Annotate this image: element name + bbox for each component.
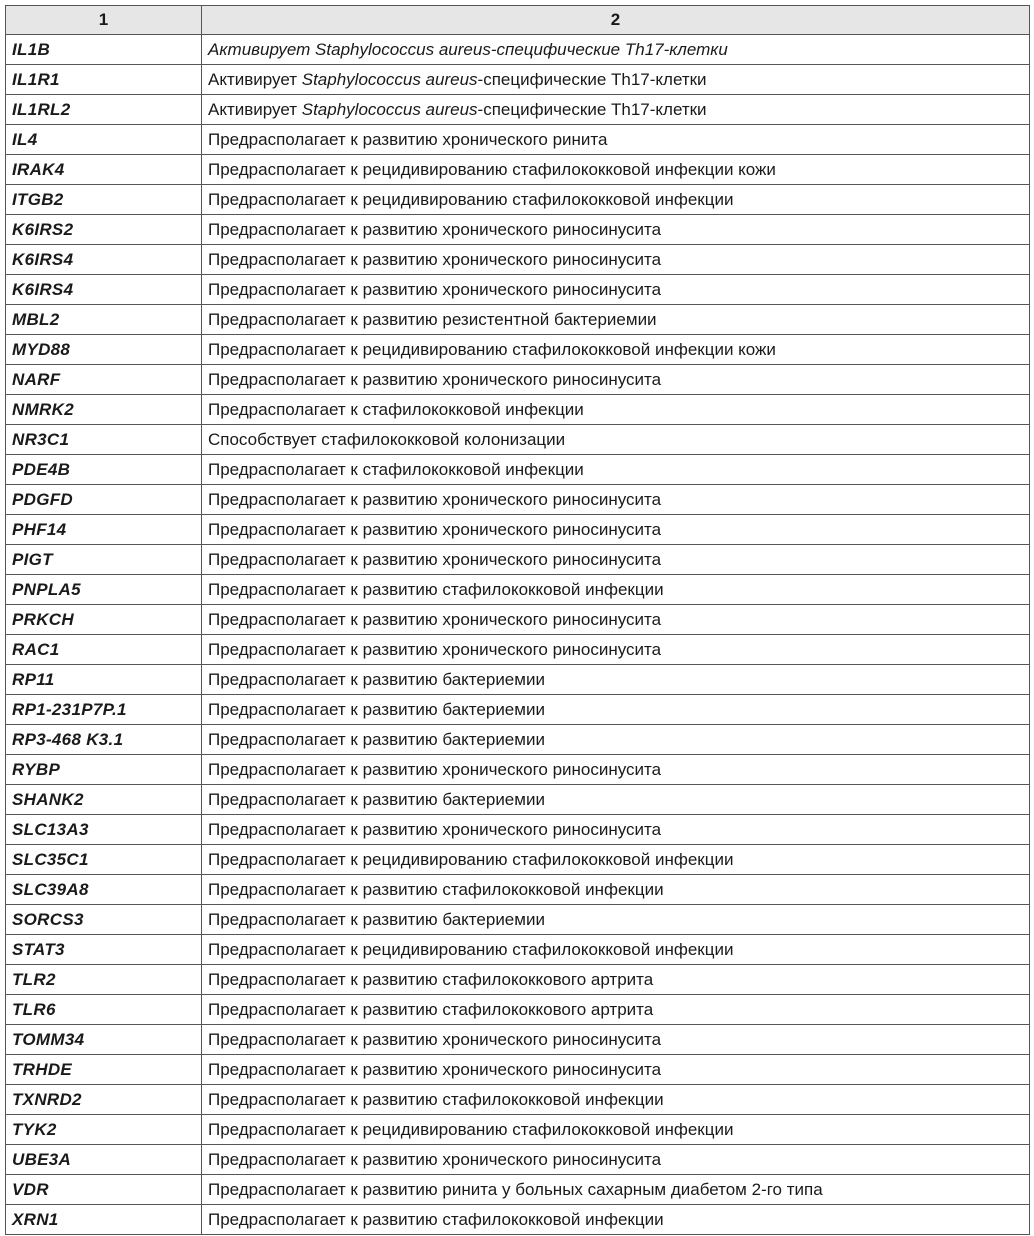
gene-cell: K6IRS4 xyxy=(6,275,202,305)
description-cell: Способствует стафилококковой колонизации xyxy=(202,425,1030,455)
description-text-start: Активирует xyxy=(208,99,302,119)
description-text-start: Активирует xyxy=(208,39,316,59)
table-row xyxy=(6,665,1030,695)
table-row xyxy=(6,485,1030,515)
table-row xyxy=(6,935,1030,965)
gene-cell: RP11 xyxy=(6,665,202,695)
table-row xyxy=(6,845,1030,875)
description-cell: Предрасполагает к развитию бактериемии xyxy=(202,695,1030,725)
table-row xyxy=(6,575,1030,605)
gene-cell: SORCS3 xyxy=(6,905,202,935)
gene-cell: PRKCH xyxy=(6,605,202,635)
description-cell: Предрасполагает к развитию стафилококковой инфекции xyxy=(202,1085,1030,1115)
description-cell xyxy=(202,65,1030,95)
description-cell: Предрасполагает к рецидивированию стафилококковой инфекции xyxy=(202,185,1030,215)
description-cell: Предрасполагает к развитию стафилококкового артрита xyxy=(202,965,1030,995)
table-row xyxy=(6,1145,1030,1175)
description-cell: Предрасполагает к развитию ринита у больных сахарным диабетом 2-го типа xyxy=(202,1175,1030,1205)
table-row xyxy=(6,695,1030,725)
gene-cell: XRN1 xyxy=(6,1205,202,1235)
gene-cell: TLR6 xyxy=(6,995,202,1025)
description-cell: Предрасполагает к развитию хронического риносинусита xyxy=(202,1145,1030,1175)
table-row xyxy=(6,1175,1030,1205)
description-cell: Предрасполагает к развитию хронического риносинусита xyxy=(202,485,1030,515)
gene-cell: TXNRD2 xyxy=(6,1085,202,1115)
table-row xyxy=(6,635,1030,665)
gene-cell: PNPLA5 xyxy=(6,575,202,605)
table-row xyxy=(6,245,1030,275)
description-text-end: -специфические Th17-клетки xyxy=(490,39,728,59)
description-cell: Предрасполагает к стафилококковой инфекции xyxy=(202,395,1030,425)
description-cell: Предрасполагает к развитию стафилококковой инфекции xyxy=(202,875,1030,905)
description-cell: Предрасполагает к развитию стафилококковой инфекции xyxy=(202,1205,1030,1235)
table-row xyxy=(6,875,1030,905)
description-cell: Предрасполагает к развитию бактериемии xyxy=(202,785,1030,815)
gene-cell: SLC39A8 xyxy=(6,875,202,905)
table-body xyxy=(6,35,1030,1235)
organism-name: Staphylococcus aureus xyxy=(301,99,478,119)
gene-cell: TOMM34 xyxy=(6,1025,202,1055)
gene-cell: PDGFD xyxy=(6,485,202,515)
description-cell xyxy=(202,95,1030,125)
column-header-2: 2 xyxy=(202,6,1030,35)
gene-cell: TRHDE xyxy=(6,1055,202,1085)
description-cell: Предрасполагает к развитию хронического риносинусита xyxy=(202,755,1030,785)
column-header-1: 1 xyxy=(6,6,202,35)
gene-cell: SLC35C1 xyxy=(6,845,202,875)
table-row xyxy=(6,185,1030,215)
table-row xyxy=(6,755,1030,785)
gene-cell: SHANK2 xyxy=(6,785,202,815)
gene-cell: IL4 xyxy=(6,125,202,155)
description-cell: Предрасполагает к развитию бактериемии xyxy=(202,725,1030,755)
table-row xyxy=(6,605,1030,635)
gene-cell: K6IRS4 xyxy=(6,245,202,275)
table-header-row xyxy=(6,6,1030,35)
description-cell: Предрасполагает к рецидивированию стафилококковой инфекции xyxy=(202,1115,1030,1145)
table-row xyxy=(6,515,1030,545)
table-row xyxy=(6,425,1030,455)
gene-cell: TLR2 xyxy=(6,965,202,995)
table-row xyxy=(6,215,1030,245)
description-cell: Предрасполагает к развитию бактериемии xyxy=(202,665,1030,695)
description-cell: Предрасполагает к развитию хронического риносинусита xyxy=(202,245,1030,275)
table-row xyxy=(6,545,1030,575)
gene-cell: STAT3 xyxy=(6,935,202,965)
gene-cell: PHF14 xyxy=(6,515,202,545)
description-cell: Предрасполагает к развитию хронического риносинусита xyxy=(202,275,1030,305)
description-cell: Предрасполагает к развитию хронического риносинусита xyxy=(202,815,1030,845)
gene-cell: RP1-231P7P.1 xyxy=(6,695,202,725)
gene-cell: TYK2 xyxy=(6,1115,202,1145)
gene-cell: VDR xyxy=(6,1175,202,1205)
table-row xyxy=(6,95,1030,125)
description-text-end: -специфические Th17-клетки xyxy=(477,69,707,89)
description-cell: Предрасполагает к развитию хронического риносинусита xyxy=(202,605,1030,635)
description-cell: Предрасполагает к рецидивированию стафилококковой инфекции кожи xyxy=(202,155,1030,185)
description-cell: Предрасполагает к развитию хронического риносинусита xyxy=(202,545,1030,575)
table-row xyxy=(6,905,1030,935)
gene-cell: IL1B xyxy=(6,35,202,65)
description-cell: Предрасполагает к рецидивированию стафилококковой инфекции xyxy=(202,935,1030,965)
organism-name: Staphylococcus aureus xyxy=(315,39,491,59)
table-row xyxy=(6,35,1030,65)
description-cell: Предрасполагает к стафилококковой инфекции xyxy=(202,455,1030,485)
table-row xyxy=(6,455,1030,485)
description-cell: Предрасполагает к развитию хронического ринита xyxy=(202,125,1030,155)
table-row xyxy=(6,125,1030,155)
description-cell: Предрасполагает к рецидивированию стафилококковой инфекции кожи xyxy=(202,335,1030,365)
table-row xyxy=(6,1085,1030,1115)
table-row xyxy=(6,785,1030,815)
gene-cell: RYBP xyxy=(6,755,202,785)
gene-cell: NR3C1 xyxy=(6,425,202,455)
table-row xyxy=(6,1055,1030,1085)
table-row xyxy=(6,1115,1030,1145)
gene-cell: IL1R1 xyxy=(6,65,202,95)
table-row xyxy=(6,1025,1030,1055)
table-row xyxy=(6,815,1030,845)
gene-cell: PDE4B xyxy=(6,455,202,485)
gene-cell: K6IRS2 xyxy=(6,215,202,245)
gene-cell: PIGT xyxy=(6,545,202,575)
gene-cell: UBE3A xyxy=(6,1145,202,1175)
gene-table xyxy=(5,5,1030,1235)
table-row xyxy=(6,305,1030,335)
description-cell: Предрасполагает к развитию резистентной бактериемии xyxy=(202,305,1030,335)
description-cell: Предрасполагает к развитию хронического риносинусита xyxy=(202,635,1030,665)
description-cell: Предрасполагает к рецидивированию стафилококковой инфекции xyxy=(202,845,1030,875)
table-row xyxy=(6,395,1030,425)
table-row xyxy=(6,725,1030,755)
table-row xyxy=(6,1205,1030,1235)
gene-cell: MYD88 xyxy=(6,335,202,365)
description-cell: Предрасполагает к развитию стафилококковой инфекции xyxy=(202,575,1030,605)
table-row xyxy=(6,365,1030,395)
gene-cell: NARF xyxy=(6,365,202,395)
gene-table-container xyxy=(5,5,1029,1235)
description-text-end: -специфические Th17-клетки xyxy=(477,99,707,119)
description-cell xyxy=(202,35,1030,65)
description-cell: Предрасполагает к развитию хронического риносинусита xyxy=(202,215,1030,245)
description-cell: Предрасполагает к развитию хронического риносинусита xyxy=(202,1025,1030,1055)
description-cell: Предрасполагает к развитию бактериемии xyxy=(202,905,1030,935)
gene-cell: RP3-468 K3.1 xyxy=(6,725,202,755)
gene-cell: IRAK4 xyxy=(6,155,202,185)
table-row xyxy=(6,275,1030,305)
gene-cell: SLC13A3 xyxy=(6,815,202,845)
gene-cell: NMRK2 xyxy=(6,395,202,425)
gene-cell: IL1RL2 xyxy=(6,95,202,125)
table-row xyxy=(6,965,1030,995)
table-row xyxy=(6,155,1030,185)
description-cell: Предрасполагает к развитию хронического риносинусита xyxy=(202,515,1030,545)
table-row xyxy=(6,995,1030,1025)
organism-name: Staphylococcus aureus xyxy=(301,69,478,89)
gene-cell: ITGB2 xyxy=(6,185,202,215)
table-row xyxy=(6,65,1030,95)
gene-cell: RAC1 xyxy=(6,635,202,665)
description-cell: Предрасполагает к развитию хронического риносинусита xyxy=(202,365,1030,395)
description-text-start: Активирует xyxy=(208,69,302,89)
table-row xyxy=(6,335,1030,365)
description-cell: Предрасполагает к развитию хронического риносинусита xyxy=(202,1055,1030,1085)
gene-cell: MBL2 xyxy=(6,305,202,335)
description-cell: Предрасполагает к развитию стафилококкового артрита xyxy=(202,995,1030,1025)
